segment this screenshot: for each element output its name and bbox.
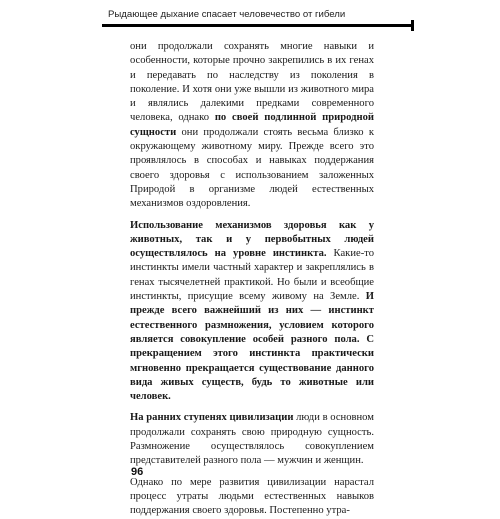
- bold-run: по своей подлинной природной сущности: [130, 112, 374, 138]
- paragraph-3: [130, 411, 374, 468]
- text-run: они продолжали сохранять многие навыки и особенности, которые прочно закрепились в их генах и передавать по наследству из поколения в поколение. И хотя они уже вышли из животного мира и являлись далекими предками современного человека, однако: [130, 41, 374, 124]
- running-header: [108, 9, 408, 20]
- text-run: люди в основном продолжали сохранять свою природную сущность. Размножение осуществлялось совокуплением представителей разного пола — мужчин и женщин.: [130, 412, 374, 467]
- body-text: [130, 40, 374, 519]
- running-title: Рыдающее дыхание спасает человечество от гибели: [108, 9, 346, 20]
- paragraph-4: [130, 476, 374, 519]
- text-run: Какие-то инстинкты имели частный характер и закреплялись в генах тысячелетней практикой. Но были и всеобщие инстинкты, присущие всему живому на Земле.: [130, 248, 375, 303]
- bold-run: На ранних ступенях цивилизации: [130, 412, 294, 424]
- bold-run: И прежде всего важнейший из них — инстинкт естественного размножения, условием которого является совокупление особей разного пола. С прекращением этого инстинкта практически мгновенно прекращается существование данного вида живых существ, будь то животные или человек.: [130, 291, 374, 403]
- paragraph-2: [130, 219, 374, 405]
- header-rule: [102, 24, 412, 27]
- text-run: они продолжали стоять весьма близко к окружающему животному миру. Прежде всего это проявлялось в способах и навыках поддержания своего здоровья с использованием заложенных Природой в организме людей естественных механизмов оздоровления.: [130, 126, 374, 210]
- paragraph-1: [130, 40, 374, 212]
- page-number: 96: [131, 466, 144, 478]
- bold-run: Использование механизмов здоровья как у животных, так и у первобытных людей осуществлялось на уровне инстинкта.: [130, 219, 374, 260]
- text-run: Однако по мере развития цивилизации нарастал процесс утраты людьми естественных навыков поддержания своего здоровья. Постепенно утра-: [130, 476, 374, 517]
